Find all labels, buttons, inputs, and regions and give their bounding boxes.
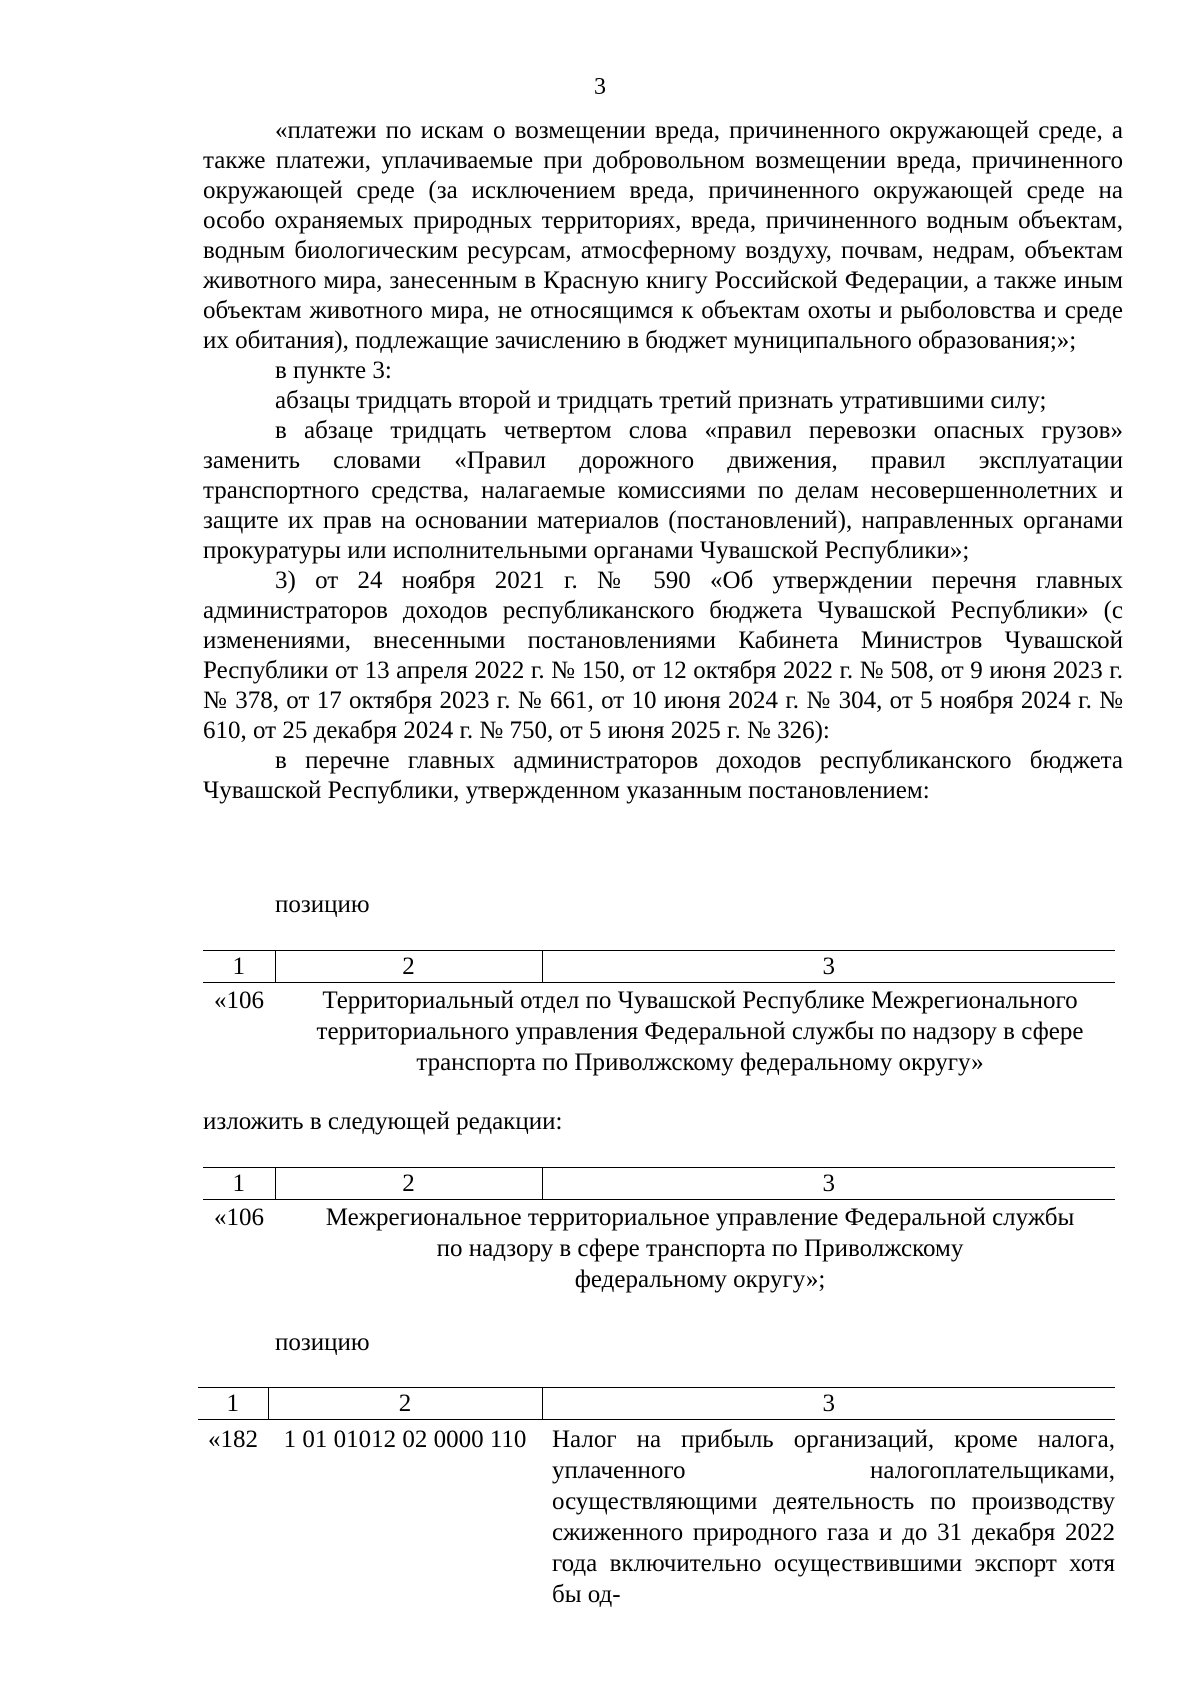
- table-position-old: [203, 950, 1115, 1078]
- col-header-1: 1: [203, 951, 275, 983]
- table-position-tax: [198, 1387, 1115, 1610]
- col-header-1: 1: [198, 1388, 268, 1420]
- table-row: [203, 983, 1115, 1079]
- revenue-code: 1 01 01012 02 0000 110: [283, 1426, 527, 1453]
- col-header-3: 3: [542, 951, 1115, 983]
- col-header-2: 2: [268, 1388, 542, 1420]
- table-header-row: [203, 1168, 1115, 1200]
- admin-code: «182: [208, 1426, 258, 1453]
- revenue-name: Налог на прибыль организаций, кроме налога, уплаченного налогоплательщиками, осуществляющими деятельность по производству сжиженного природного газа и до 31 декабря 2022 года включительно осуществившими экспорт хотя бы од-: [552, 1426, 1115, 1608]
- page-number: 3: [594, 74, 606, 100]
- col-header-1: 1: [203, 1168, 275, 1200]
- admin-name: [275, 1200, 1115, 1296]
- admin-name-line: федеральному округу»;: [574, 1266, 826, 1293]
- document-body: [203, 116, 1123, 806]
- paragraph-item-3: в пункте 3:: [275, 357, 392, 384]
- table-row: [203, 1200, 1115, 1296]
- label-edit: изложить в следующей редакции:: [203, 1108, 563, 1135]
- col-header-3: 3: [542, 1168, 1115, 1200]
- paragraph-repeal: абзацы тридцать второй и тридцать третий признать утратившими силу;: [275, 387, 1047, 414]
- table-header-row: [203, 951, 1115, 983]
- col-header-2: 2: [275, 1168, 542, 1200]
- admin-name-line: по надзору в сфере транспорта по Приволжскому: [436, 1235, 964, 1262]
- table-position-new: [203, 1167, 1115, 1295]
- table-row: [198, 1420, 1115, 1611]
- admin-code: «106: [214, 1204, 264, 1231]
- col-header-2: 2: [275, 951, 542, 983]
- admin-name-line: Межрегиональное территориальное управление Федеральной службы: [325, 1204, 1075, 1231]
- paragraph-payments: «платежи по искам о возмещении вреда, причиненного окружающей среде, а также платежи, уплачиваемые при добровольном возмещении вреда, причиненного окружающей среде (за исключением вреда, причиненного окружающей среде на особо охраняемых природных территориях, вреда, причиненного водным объектам, водным биологическим ресурсам, атмосферному воздуху, почвам, недрам, объектам животного мира, занесенным в Красную книгу Российской Федерации, а также иным объектам животного мира, не относящимся к объектам охоты и рыболовства и среде их обитания), подлежащие зачислению в бюджет муниципального образования;»;: [203, 117, 1123, 354]
- label-position-1: позицию: [275, 891, 370, 918]
- paragraph-list-intro: в перечне главных администраторов доходов республиканского бюджета Чувашской Республики, утвержденном указанным постановлением:: [203, 747, 1123, 804]
- admin-code: «106: [214, 987, 264, 1014]
- paragraph-resolution-590: 3) от 24 ноября 2021 г. № 590 «Об утверждении перечня главных администраторов доходов республиканского бюджета Чувашской Республики» (с изменениями, внесенными постановлениями Кабинета Министров Чувашской Республики от 13 апреля 2022 г. № 150, от 12 октября 2022 г. № 508, от 9 июня 2023 г. № 378, от 17 октября 2023 г. № 661, от 10 июня 2024 г. № 304, от 5 ноября 2024 г. № 610, от 25 декабря 2024 г. № 750, от 5 июня 2025 г. № 326):: [203, 567, 1123, 744]
- table-header-row: [198, 1388, 1115, 1420]
- label-position-2: позицию: [275, 1329, 370, 1356]
- col-header-3: 3: [542, 1388, 1115, 1420]
- admin-name: Территориальный отдел по Чувашской Республике Межрегионального территориального управления Федеральной службы по надзору в сфере транспорта по Приволжскому федеральному округу»: [316, 987, 1084, 1076]
- paragraph-replace-words: в абзаце тридцать четвертом слова «правил перевозки опасных грузов» заменить словами «Правил дорожного движения, правил эксплуатации транспортного средства, налагаемые комиссиями по делам несовершеннолетних и защите их прав на основании материалов (постановлений), направленных органами прокуратуры или исполнительными органами Чувашской Республики»;: [203, 417, 1123, 564]
